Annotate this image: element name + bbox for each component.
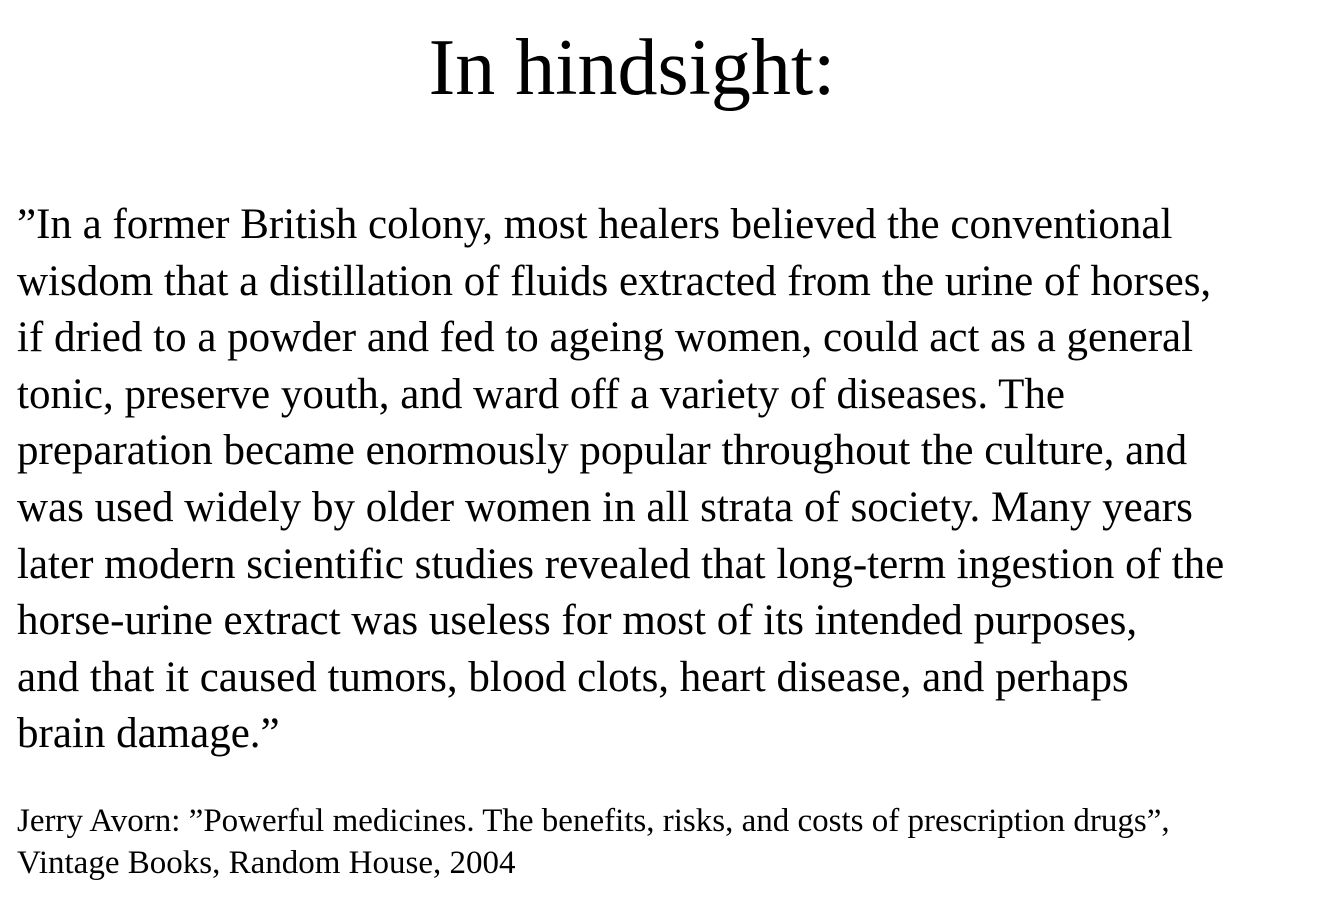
quote-line: tonic, preserve youth, and ward off a variety of diseases. The [17,370,1065,418]
citation-line: Vintage Books, Random House, 2004 [17,845,516,881]
quote-line: and that it caused tumors, blood clots, heart disease, and perhaps [17,653,1129,701]
quote-line: preparation became enormously popular throughout the culture, and [17,427,1188,475]
citation-block [17,800,1327,884]
quote-line: brain damage.” [17,710,280,758]
slide-title: In hindsight: [428,24,836,112]
quote-line: if dried to a powder and fed to ageing women, could act as a general [17,314,1194,362]
quote-line: wisdom that a distillation of fluids extracted from the urine of horses, [17,257,1212,305]
quote-line: later modern scientific studies revealed that long-term ingestion of the [17,540,1225,588]
quote-block [17,197,1327,763]
citation-line: Jerry Avorn: ”Powerful medicines. The benefits, risks, and costs of prescription drugs”, [17,803,1170,839]
quote-line: horse-urine extract was useless for most of its intended purposes, [17,597,1138,645]
quote-line: was used widely by older women in all strata of society. Many years [17,483,1193,531]
quote-line: ”In a former British colony, most healers believed the conventional [17,201,1173,248]
